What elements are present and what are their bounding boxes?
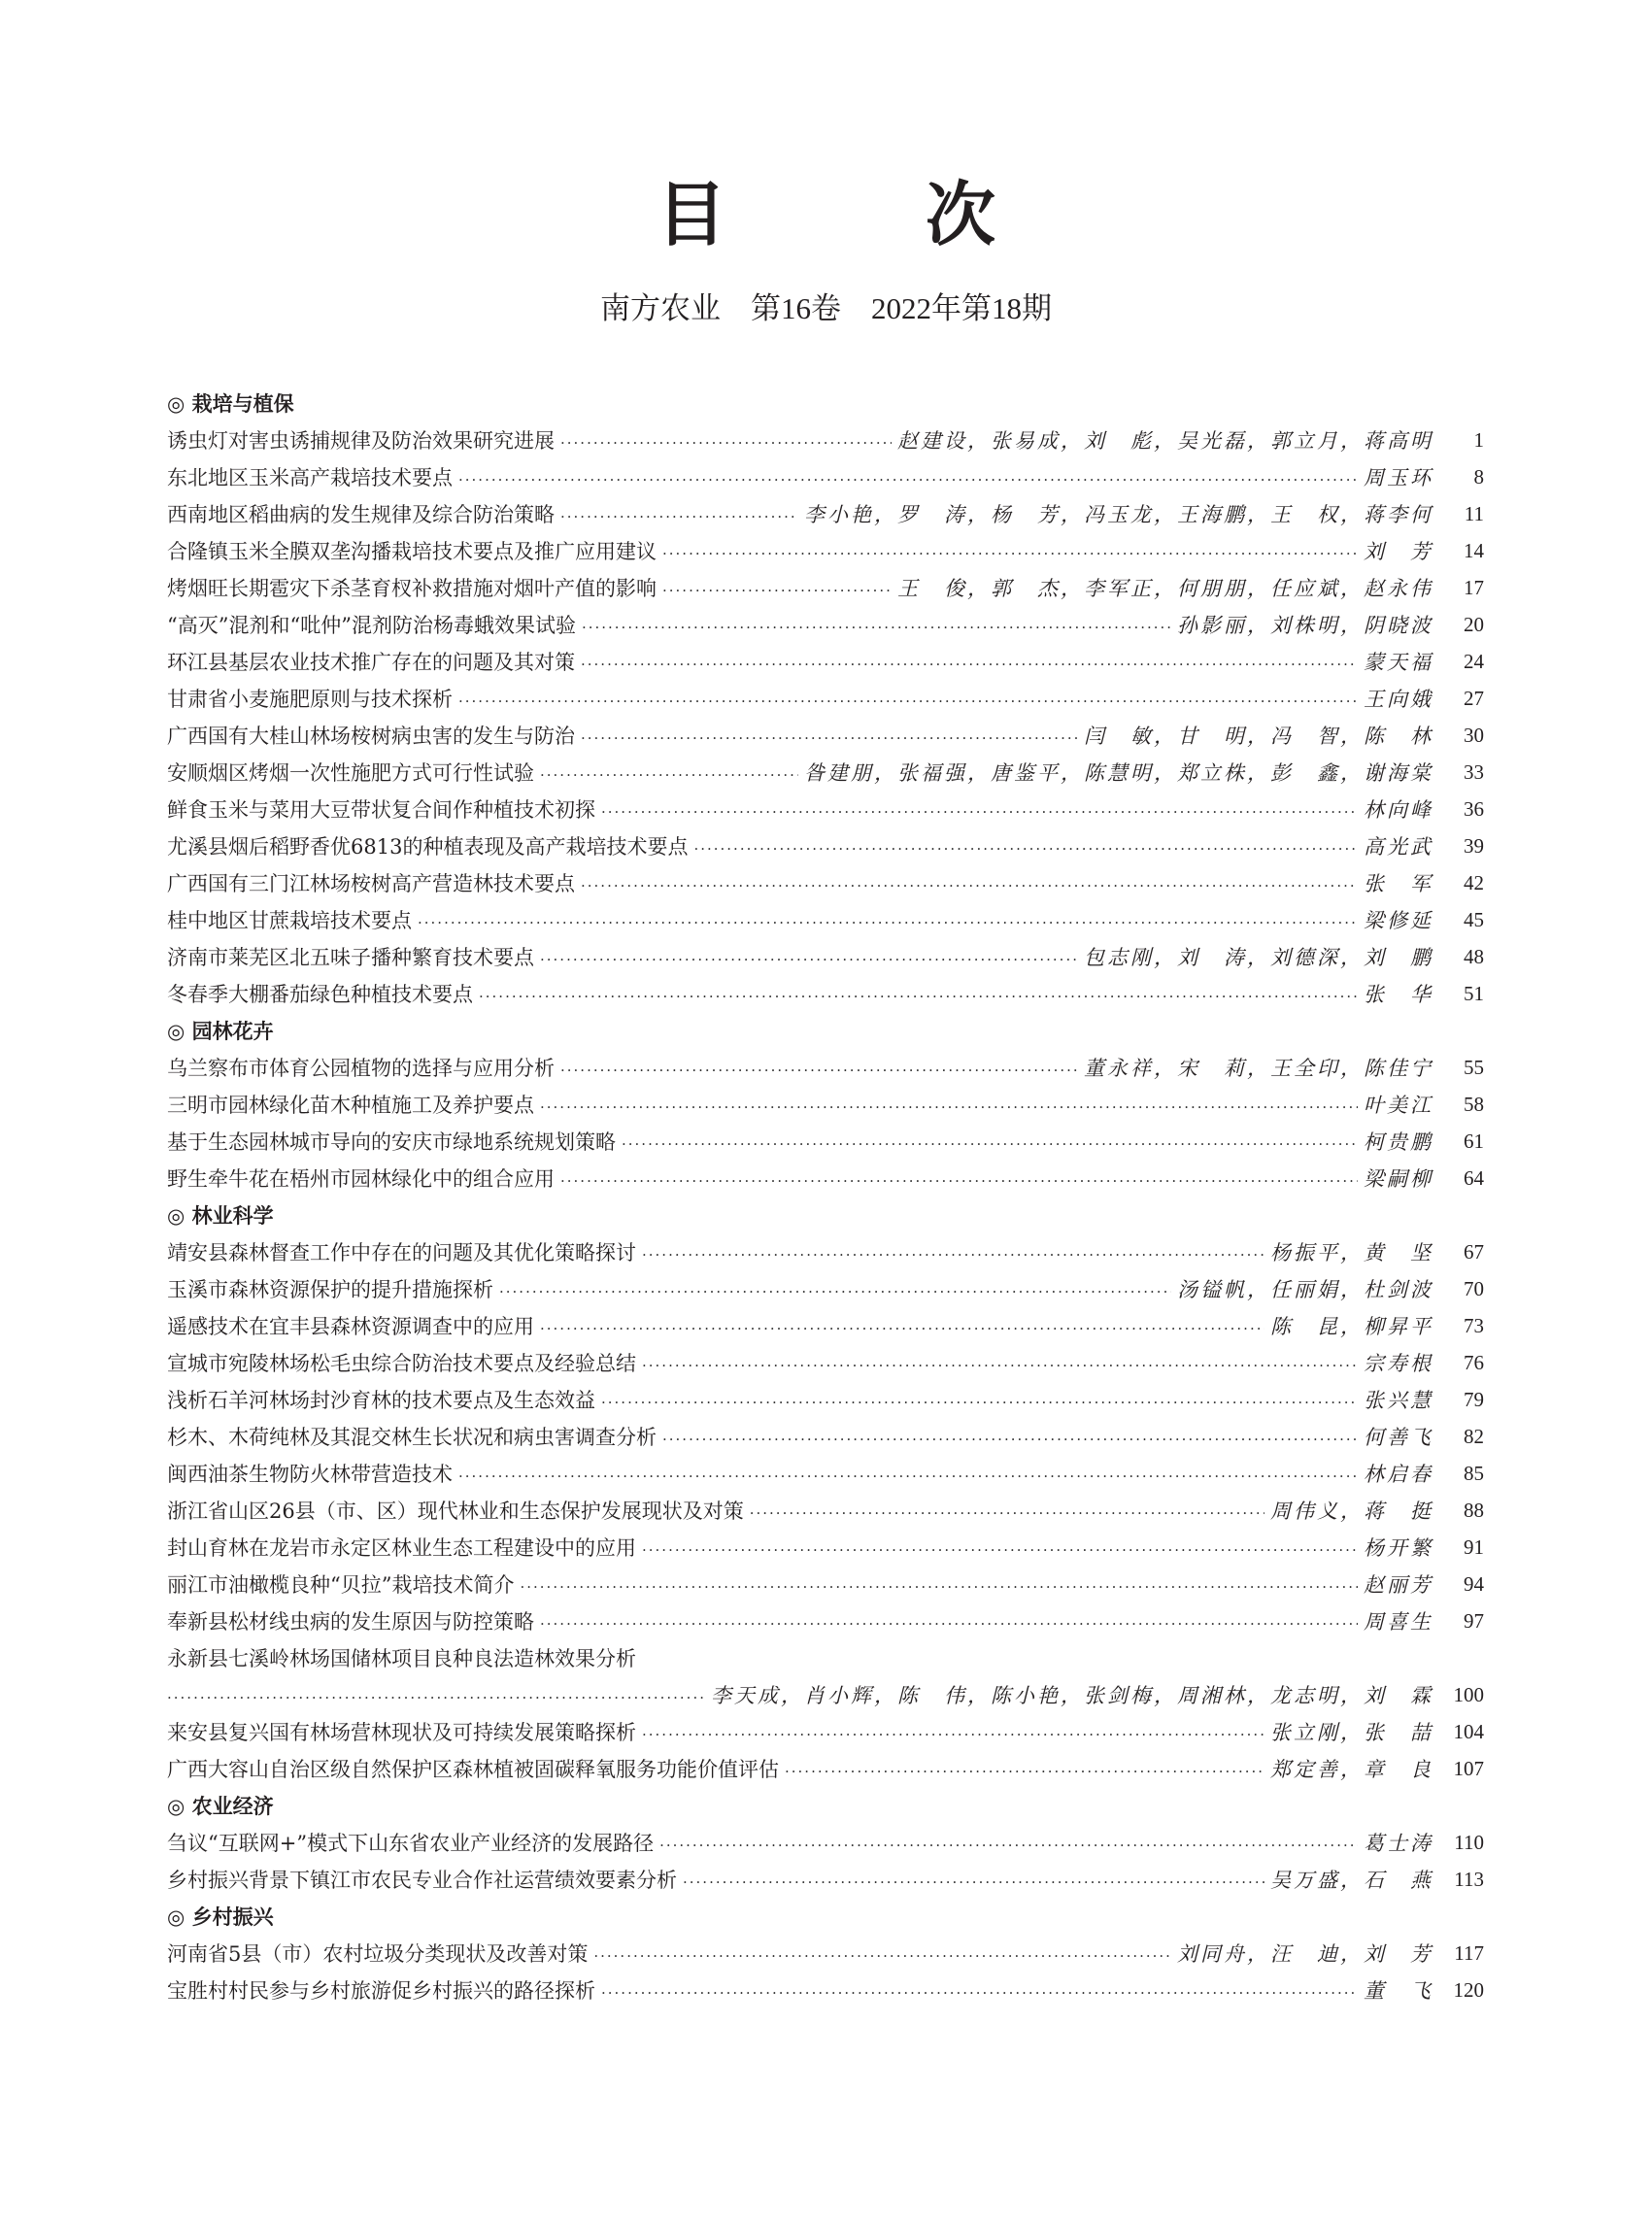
- article-title: 桂中地区甘蔗栽培技术要点: [167, 909, 412, 932]
- article-authors: 何善飞: [1364, 1426, 1433, 1449]
- dot-leader: [601, 1980, 1358, 2001]
- article-authors: 吴万盛，石 燕: [1270, 1869, 1433, 1892]
- dot-leader: [540, 1611, 1358, 1632]
- page-number: 67: [1464, 1239, 1484, 1264]
- toc-entry[interactable]: [167, 643, 1484, 680]
- article-authors: 张兴慧: [1364, 1389, 1433, 1412]
- page-number: 97: [1464, 1608, 1484, 1633]
- article-authors: 杨振平，黄 坚: [1270, 1241, 1433, 1264]
- page-number: 79: [1464, 1387, 1484, 1411]
- page-number: 70: [1464, 1276, 1484, 1300]
- toc-entry[interactable]: [167, 1713, 1484, 1750]
- dot-leader: [540, 762, 798, 783]
- article-title: 刍议“互联网+”模式下山东省农业产业经济的发展路径: [167, 1832, 655, 1855]
- article-authors: 林启春: [1364, 1463, 1433, 1486]
- article-authors: 刘同舟，汪 迪，刘 芳: [1177, 1942, 1433, 1966]
- section-heading: ◎ 栽培与植保: [167, 392, 294, 416]
- article-title: 浅析石羊河林场封沙育林的技术要点及生态效益: [167, 1389, 595, 1412]
- dot-leader: [601, 1390, 1358, 1410]
- article-authors: 李天成，肖小辉，陈 伟，陈小艳，张剑梅，周湘林，龙志明，刘 霖: [711, 1684, 1433, 1707]
- page-number: 1: [1473, 427, 1484, 452]
- article-authors: 闫 敏，甘 明，冯 智，陈 林: [1084, 725, 1433, 748]
- article-title: 环江县基层农业技术推广存在的问题及其对策: [167, 651, 575, 674]
- article-title: 河南省5县（市）农村垃圾分类现状及改善对策: [167, 1942, 589, 1966]
- dot-leader: [593, 1943, 1171, 1964]
- dot-leader: [560, 430, 892, 451]
- article-title: 奉新县松材线虫病的发生原因与防控策略: [167, 1610, 534, 1634]
- article-title: 丽江市油橄榄良种“贝拉”栽培技术简介: [167, 1573, 515, 1597]
- article-title: 来安县复兴国有林场营林现状及可持续发展策略探析: [167, 1721, 636, 1744]
- article-title: 基于生态园林城市导向的安庆市绿地系统规划策略: [167, 1130, 616, 1154]
- page-number: 73: [1464, 1313, 1484, 1337]
- article-title: 广西国有大桂山林场桉树病虫害的发生与防治: [167, 725, 575, 748]
- article-title: 安顺烟区烤烟一次性施肥方式可行性试验: [167, 761, 534, 785]
- article-authors: 梁修延: [1364, 909, 1433, 932]
- dot-leader: [642, 1242, 1264, 1263]
- dot-leader: [418, 910, 1358, 930]
- toc-entry-continuation[interactable]: [167, 1676, 1484, 1713]
- article-authors: 张 华: [1364, 983, 1433, 1006]
- article-title: 济南市莱芜区北五味子播种繁育技术要点: [167, 946, 534, 969]
- article-authors: 王 俊，郭 杰，李军正，何朋朋，任应斌，赵永伟: [897, 577, 1433, 600]
- toc-entry[interactable]: [167, 938, 1484, 975]
- article-authors: 赵建设，张易成，刘 彪，吴光磊，郭立月，蒋高明: [897, 429, 1433, 453]
- article-authors: 包志刚，刘 涛，刘德深，刘 鹏: [1084, 946, 1433, 969]
- toc-entry[interactable]: [167, 1750, 1484, 1787]
- dot-leader: [560, 1058, 1078, 1078]
- page-number: 113: [1454, 1867, 1484, 1891]
- dot-leader: [642, 1722, 1264, 1742]
- toc-entry[interactable]: [167, 1086, 1484, 1123]
- dot-leader: [683, 1870, 1264, 1890]
- article-authors: 赵丽芳: [1364, 1573, 1433, 1597]
- article-title: 鲜食玉米与菜用大豆带状复合间作种植技术初探: [167, 798, 595, 822]
- dot-leader: [560, 504, 798, 524]
- toc-entry[interactable]: [167, 975, 1484, 1012]
- toc-entry[interactable]: [167, 1270, 1484, 1307]
- page-number: 39: [1464, 833, 1484, 858]
- toc-entry[interactable]: [167, 458, 1484, 495]
- dot-leader: [540, 1095, 1358, 1115]
- dot-leader: [499, 1279, 1171, 1299]
- toc-entry[interactable]: [167, 864, 1484, 901]
- article-authors: 蒙天福: [1364, 651, 1433, 674]
- page-number: 8: [1473, 464, 1484, 489]
- toc-entry[interactable]: [167, 1492, 1484, 1529]
- page-number: 36: [1464, 796, 1484, 821]
- toc-entry[interactable]: [167, 1049, 1484, 1086]
- section-heading: ◎ 林业科学: [167, 1204, 274, 1228]
- page-number: 61: [1464, 1129, 1484, 1153]
- article-title: 甘肃省小麦施肥原则与技术探析: [167, 688, 453, 711]
- dot-leader: [479, 984, 1358, 1004]
- dot-leader: [785, 1759, 1264, 1779]
- toc-entry[interactable]: [167, 1455, 1484, 1492]
- page-number: 45: [1464, 907, 1484, 931]
- page-number: 33: [1464, 759, 1484, 784]
- dot-leader: [693, 836, 1358, 857]
- page-number: 104: [1453, 1719, 1484, 1743]
- page-number: 117: [1454, 1940, 1484, 1965]
- dot-leader: [540, 947, 1078, 967]
- page-number: 11: [1464, 501, 1484, 525]
- toc-entry[interactable]: [167, 569, 1484, 606]
- page-number: 120: [1453, 1977, 1484, 2002]
- article-title: 宝胜村村民参与乡村旅游促乡村振兴的路径探析: [167, 1979, 595, 2003]
- toc-entry[interactable]: [167, 1418, 1484, 1455]
- toc-entry[interactable]: [167, 421, 1484, 458]
- article-title: 诱虫灯对害虫诱捕规律及防治效果研究进展: [167, 429, 555, 453]
- article-authors: 葛士涛: [1364, 1832, 1433, 1855]
- article-title: 永新县七溪岭林场国储林项目良种良法造林效果分析: [167, 1647, 636, 1670]
- article-title: 乡村振兴背景下镇江市农民专业合作社运营绩效要素分析: [167, 1869, 677, 1892]
- dot-leader: [458, 689, 1358, 709]
- dot-leader: [750, 1500, 1264, 1521]
- article-authors: 郑定善，章 良: [1270, 1758, 1433, 1781]
- page-number: 64: [1464, 1165, 1484, 1190]
- article-title: 尤溪县烟后稻野香优6813的种植表现及高产栽培技术要点: [167, 835, 689, 859]
- article-title: 闽西油茶生物防火林带营造技术: [167, 1463, 453, 1486]
- toc-entry[interactable]: [167, 606, 1484, 643]
- article-authors: 周玉环: [1364, 466, 1433, 489]
- dot-leader: [662, 1427, 1358, 1447]
- page-number: 51: [1464, 981, 1484, 1005]
- page-title: 目 次: [656, 174, 1084, 255]
- dot-leader: [642, 1353, 1358, 1373]
- dot-leader: [581, 873, 1358, 893]
- article-authors: 张 军: [1364, 872, 1433, 895]
- page-number: 20: [1464, 612, 1484, 636]
- article-title: 三明市园林绿化苗木种植施工及养护要点: [167, 1094, 534, 1117]
- article-authors: 柯贵鹏: [1364, 1130, 1433, 1154]
- toc-entry[interactable]: [167, 495, 1484, 532]
- article-authors: 王向娥: [1364, 688, 1433, 711]
- dot-leader: [540, 1316, 1264, 1336]
- toc-entry[interactable]: [167, 1160, 1484, 1197]
- article-authors: 杨开繁: [1364, 1536, 1433, 1560]
- toc-entry[interactable]: [167, 1639, 1484, 1676]
- section-heading: ◎ 园林花卉: [167, 1020, 274, 1043]
- toc-entry[interactable]: [167, 532, 1484, 569]
- dot-leader: [458, 1464, 1358, 1484]
- toc-entry[interactable]: [167, 1344, 1484, 1381]
- dot-leader: [662, 578, 892, 598]
- dot-leader: [642, 1537, 1358, 1558]
- dot-leader: [581, 652, 1358, 672]
- page-number: 55: [1464, 1055, 1484, 1079]
- page-number: 85: [1464, 1461, 1484, 1485]
- page-number: 48: [1464, 944, 1484, 968]
- section-heading: ◎ 农业经济: [167, 1795, 274, 1818]
- toc-entry[interactable]: [167, 717, 1484, 754]
- article-title: “高灭”混剂和“吡仲”混剂防治杨毒蛾效果试验: [167, 614, 576, 637]
- toc-entry[interactable]: [167, 827, 1484, 864]
- article-title: 冬春季大棚番茄绿色种植技术要点: [167, 983, 473, 1006]
- page-number: 82: [1464, 1424, 1484, 1448]
- page-number: 24: [1464, 649, 1484, 673]
- article-title: 杉木、木荷纯林及其混交林生长状况和病虫害调查分析: [167, 1426, 657, 1449]
- page-number: 94: [1464, 1571, 1484, 1596]
- toc-entry[interactable]: [167, 754, 1484, 791]
- article-authors: 张立刚，张 喆: [1270, 1721, 1433, 1744]
- article-authors: 林向峰: [1364, 798, 1433, 822]
- article-title: 西南地区稻曲病的发生规律及综合防治策略: [167, 503, 555, 526]
- article-title: 浙江省山区26县（市、区）现代林业和生态保护发展现状及对策: [167, 1500, 744, 1523]
- article-title: 合隆镇玉米全膜双垄沟播栽培技术要点及推广应用建议: [167, 540, 657, 563]
- article-authors: 周喜生: [1364, 1610, 1433, 1634]
- dot-leader: [458, 467, 1358, 488]
- page-number: 110: [1454, 1830, 1484, 1854]
- dot-leader: [581, 725, 1078, 746]
- article-title: 封山育林在龙岩市永定区林业生态工程建设中的应用: [167, 1536, 636, 1560]
- toc-entry[interactable]: [167, 1381, 1484, 1418]
- journal-issue-subtitle: 南方农业 第16卷 2022年第18期: [600, 291, 1052, 325]
- article-authors: 李小艳，罗 涛，杨 芳，冯玉龙，王海鹏，王 权，蒋李何: [804, 503, 1433, 526]
- article-title: 遥感技术在宜丰县森林资源调查中的应用: [167, 1315, 534, 1338]
- article-title: 宣城市宛陵林场松毛虫综合防治技术要点及经验总结: [167, 1352, 636, 1375]
- article-authors: 陈 昆，柳昇平: [1270, 1315, 1433, 1338]
- page-number: 100: [1453, 1682, 1484, 1706]
- toc-entry[interactable]: [167, 901, 1484, 938]
- article-title: 东北地区玉米高产栽培技术要点: [167, 466, 453, 489]
- dot-leader: [560, 1168, 1358, 1189]
- toc-entry[interactable]: [167, 1602, 1484, 1639]
- dot-leader: [622, 1131, 1358, 1152]
- article-authors: 宗寿根: [1364, 1352, 1433, 1375]
- table-of-contents: [167, 385, 1484, 2008]
- toc-entry[interactable]: [167, 1972, 1484, 2008]
- page-number: 27: [1464, 686, 1484, 710]
- article-title: 广西大容山自治区级自然保护区森林植被固碳释氧服务功能价值评估: [167, 1758, 779, 1781]
- dot-leader: [601, 799, 1358, 820]
- article-authors: 刘 芳: [1364, 540, 1433, 563]
- toc-entry[interactable]: [167, 1529, 1484, 1566]
- article-authors: 董 飞: [1364, 1979, 1433, 2003]
- toc-entry[interactable]: [167, 1861, 1484, 1898]
- dot-leader: [662, 541, 1358, 561]
- article-authors: 董永祥，宋 莉，王全印，陈佳宁: [1084, 1057, 1433, 1080]
- article-authors: 昝建朋，张福强，唐鉴平，陈慧明，郑立株，彭 鑫，谢海棠: [804, 761, 1433, 785]
- page-number: 42: [1464, 870, 1484, 894]
- article-authors: 梁嗣柳: [1364, 1167, 1433, 1191]
- toc-entry[interactable]: [167, 680, 1484, 717]
- page-number: 91: [1464, 1534, 1484, 1559]
- article-title: 乌兰察布市体育公园植物的选择与应用分析: [167, 1057, 555, 1080]
- toc-entry[interactable]: [167, 1824, 1484, 1861]
- article-authors: 叶美江: [1364, 1094, 1433, 1117]
- page-number: 14: [1464, 538, 1484, 562]
- article-title: 靖安县森林督查工作中存在的问题及其优化策略探讨: [167, 1241, 636, 1264]
- page-number: 88: [1464, 1498, 1484, 1522]
- section-heading: ◎ 乡村振兴: [167, 1905, 274, 1929]
- dot-leader: [167, 1685, 705, 1705]
- toc-entry[interactable]: [167, 1307, 1484, 1344]
- article-authors: 周伟义，蒋 挺: [1270, 1500, 1433, 1523]
- dot-leader: [520, 1574, 1358, 1595]
- page-number: 17: [1464, 575, 1484, 599]
- page-number: 30: [1464, 723, 1484, 747]
- toc-entry[interactable]: [167, 791, 1484, 827]
- dot-leader: [582, 615, 1171, 635]
- article-title: 玉溪市森林资源保护的提升措施探析: [167, 1278, 493, 1301]
- article-title: 烤烟旺长期雹灾下杀茎育杈补救措施对烟叶产值的影响: [167, 577, 657, 600]
- toc-entry[interactable]: [167, 1233, 1484, 1270]
- dot-leader: [659, 1833, 1358, 1853]
- toc-entry[interactable]: [167, 1123, 1484, 1160]
- article-title: 野生牵牛花在梧州市园林绿化中的组合应用: [167, 1167, 555, 1191]
- toc-entry[interactable]: [167, 1566, 1484, 1602]
- article-authors: 汤镒帆，任丽娟，杜剑波: [1177, 1278, 1433, 1301]
- article-authors: 孙影丽，刘株明，阴晓波: [1177, 614, 1433, 637]
- article-title: 广西国有三门江林场桉树高产营造林技术要点: [167, 872, 575, 895]
- toc-entry[interactable]: [167, 1935, 1484, 1972]
- article-authors: 高光武: [1364, 835, 1433, 859]
- page-number: 58: [1464, 1092, 1484, 1116]
- page-number: 107: [1453, 1756, 1484, 1780]
- page-number: 76: [1464, 1350, 1484, 1374]
